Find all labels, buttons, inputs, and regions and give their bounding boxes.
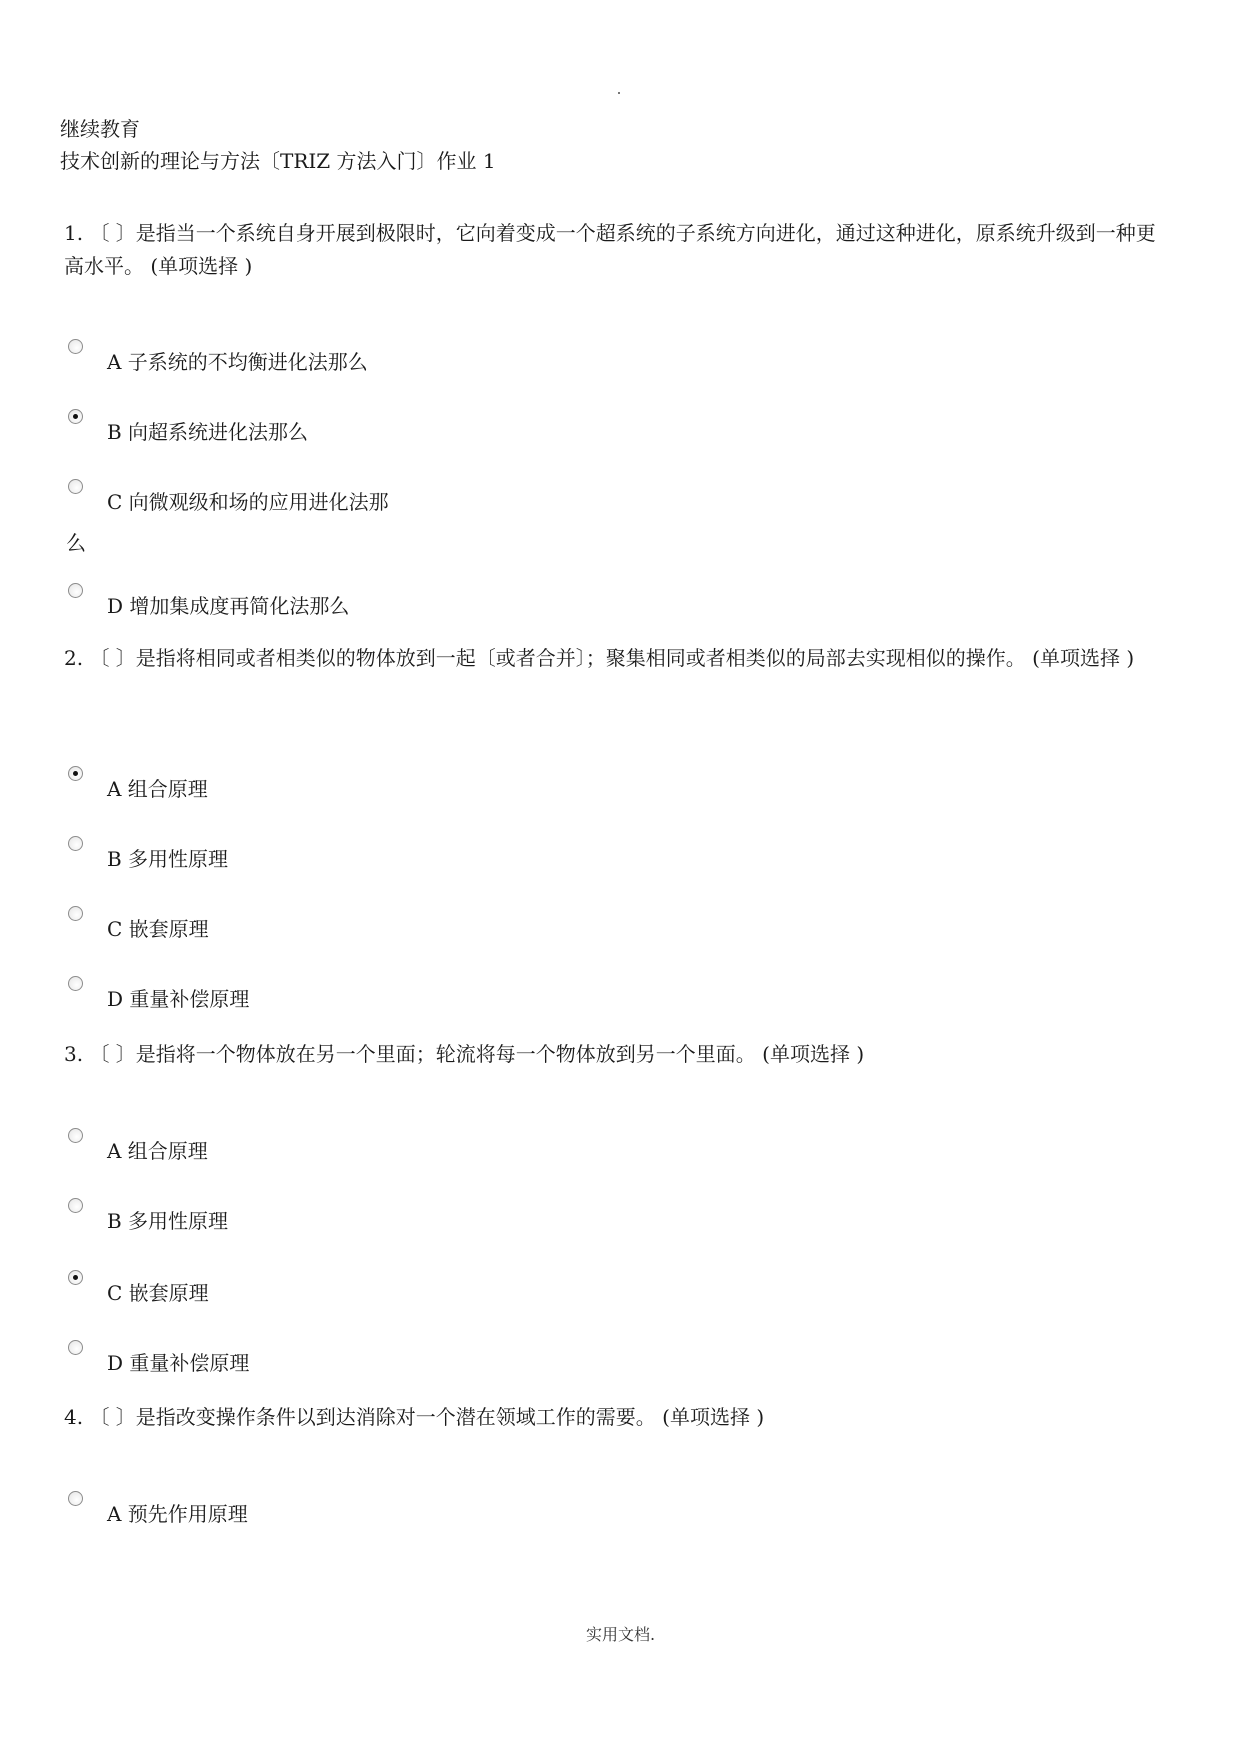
radio-button-icon[interactable] (68, 1491, 83, 1506)
radio-button-checked-icon[interactable] (68, 766, 83, 781)
option-label: B 向超系统进化法那么 (107, 420, 309, 444)
radio-button-icon[interactable] (68, 1198, 83, 1213)
option-label: D 重量补偿原理 (107, 987, 250, 1011)
option-label: A 组合原理 (107, 1139, 208, 1163)
option-label: D 重量补偿原理 (107, 1351, 250, 1375)
option-label: A 子系统的不均衡进化法那么 (107, 350, 368, 374)
option-label: B 多用性原理 (107, 1209, 229, 1233)
radio-button-icon[interactable] (68, 906, 83, 921)
radio-button-icon[interactable] (68, 836, 83, 851)
question-2-text: 2. 〔 〕是指将相同或者相类似的物体放到一起〔或者合并〕；聚集相同或者相类似的局部去实现相似的操作。 (单项选择 ) (64, 646, 1135, 670)
question-1-text: 1. 〔 〕是指当一个系统自身开展到极限时，它向着变成一个超系统的子系统方向进化，通过这种进化，原系统升级到一种更高水平。 (单项选择 ) (64, 221, 1156, 278)
radio-button-icon[interactable] (68, 976, 83, 991)
option-label: D 增加集成度再简化法那么 (107, 594, 350, 618)
option-label: A 预先作用原理 (107, 1502, 248, 1526)
page-footer: 实用文档. (585, 1625, 656, 1644)
question-4-text: 4. 〔 〕是指改变操作条件以到达消除对一个潜在领域工作的需要。 (单项选择 ) (64, 1405, 765, 1429)
option-label: A 组合原理 (107, 777, 208, 801)
radio-button-icon[interactable] (68, 479, 83, 494)
radio-button-checked-icon[interactable] (68, 409, 83, 424)
radio-button-icon[interactable] (68, 1340, 83, 1355)
option-label-continuation: 么 (66, 531, 86, 555)
radio-button-icon[interactable] (68, 339, 83, 354)
radio-button-icon[interactable] (68, 1128, 83, 1143)
radio-button-icon[interactable] (68, 583, 83, 598)
option-label: C 向微观级和场的应用进化法那 (107, 490, 389, 514)
option-label: B 多用性原理 (107, 847, 229, 871)
header-line-1: 继续教育 (60, 117, 140, 141)
assignment-title: 技术创新的理论与方法〔TRIZ 方法入门〕作业 1 (60, 149, 496, 173)
option-label: C 嵌套原理 (107, 1281, 209, 1305)
page-dot-mark (618, 92, 620, 94)
question-3-text: 3. 〔 〕是指将一个物体放在另一个里面；轮流将每一个物体放到另一个里面。 (单项选择 ) (64, 1042, 865, 1066)
option-label: C 嵌套原理 (107, 917, 209, 941)
radio-button-checked-icon[interactable] (68, 1270, 83, 1285)
